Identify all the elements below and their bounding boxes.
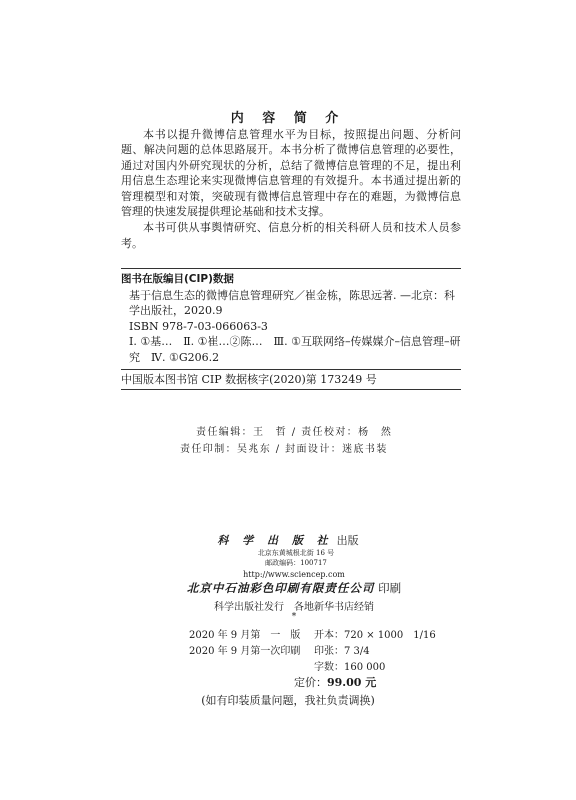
printer-line <box>6 580 576 596</box>
printer-name: 北京中石油彩色印刷有限责任公司 <box>186 581 375 595</box>
publisher-line <box>0 532 576 548</box>
cip-heading: 图书在版编目(CIP)数据 <box>121 273 234 285</box>
summary-section <box>121 127 461 251</box>
cip-isbn: ISBN 978-7-03-066063-3 <box>129 319 268 333</box>
summary-paragraph-2: 本书可供从事舆情研究、信息分析的相关科研人员和技术人员参考。 <box>121 221 461 250</box>
first-printing: 2020 年 9 月第一次印刷 <box>189 646 301 657</box>
cip-classification: Ⅰ. ①基… Ⅱ. ①崔…②陈… Ⅲ. ①互联网络–传媒媒介–信息管理–研究 Ⅳ. ①G206.2 <box>129 335 461 364</box>
publisher-name: 科 学 出 版 社 <box>217 534 333 547</box>
separator-star: * <box>291 612 297 622</box>
publisher-url: http://www.sciencep.com <box>243 570 345 579</box>
first-edition: 2020 年 9 月第 一 版 <box>189 630 301 641</box>
cip-bibliographic-line: 基于信息生态的微博信息管理研究／崔金栋，陈思远著. —北京：科学出版社，2020.9 <box>129 288 455 318</box>
distribution-line: 科学出版社发行 各地新华书店经销 <box>214 602 374 613</box>
price-value: 99.00 元 <box>327 676 377 689</box>
quality-note: (如有印装质量问题，我社负责调换) <box>201 694 375 707</box>
publisher-postcode: 邮政编码：100717 <box>265 559 327 567</box>
cip-data-block <box>121 268 461 390</box>
printer-suffix: 印刷 <box>378 581 402 595</box>
price-value-group <box>294 674 376 690</box>
summary-title: 内 容 简 介 <box>230 111 346 126</box>
publisher-address: 北京东黄城根北街 16 号 <box>257 549 335 557</box>
publisher-suffix: 出版 <box>336 534 359 547</box>
printed-sheets: 印张：7 3/4 <box>314 646 370 657</box>
summary-paragraph-1: 本书以提升微博信息管理水平为目标，按照提出问题、分析问题、解决问题的总体思路展开。本书分析了微博信息管理的必要性，通过对国内外研究现状的分析，总结了微博信息管理的不足，提出利用信息生态理论来实现微博信息管理的有效提升。本书通过提出新的管理模型和对策，突破现有微博信息管理中存在的难题，为微博信息管理的快速发展提供理论基础和技术支撑。 <box>121 128 461 219</box>
editor-credit-line-1: 责任编辑：王 哲 / 责任校对：杨 然 <box>196 427 393 438</box>
book-format: 开本：720 × 1000 1/16 <box>314 630 436 641</box>
cip-body <box>121 288 461 366</box>
price-label: 定价： <box>294 676 327 689</box>
editor-credit-line-2: 责任印制：吴兆东 / 封面设计：迷底书装 <box>180 444 388 455</box>
word-count: 字数：160 000 <box>314 662 386 673</box>
cip-record-number: 中国版本图书馆 CIP 数据核字(2020)第 173249 号 <box>121 369 461 388</box>
